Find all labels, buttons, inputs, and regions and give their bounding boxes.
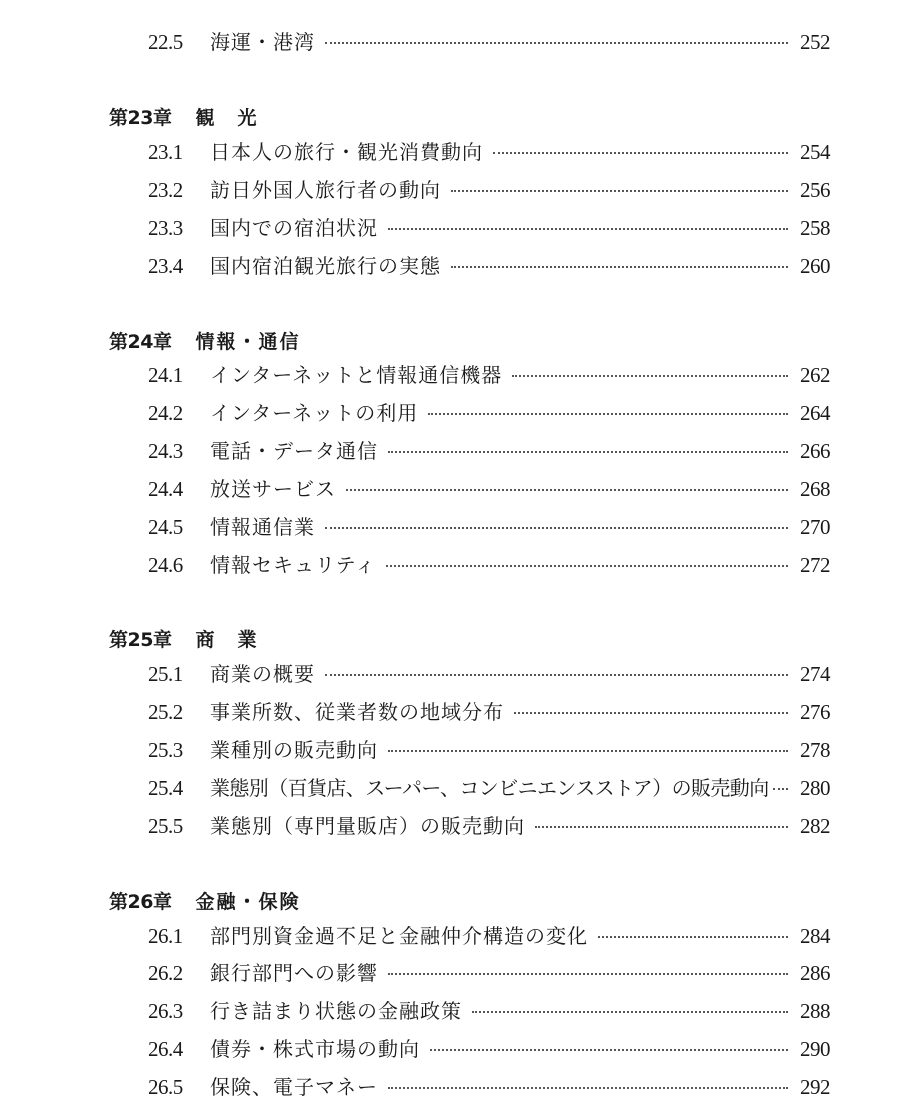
chapter-title: 情報・通信 <box>195 330 301 353</box>
chapter-heading-24[interactable] <box>109 323 300 357</box>
chapter-title: 金融・保険 <box>195 890 301 913</box>
toc-entry-26-5[interactable] <box>148 1070 830 1104</box>
toc-entry-22-5[interactable] <box>148 25 830 59</box>
section-number: 25.2 <box>148 700 183 724</box>
section-number: 25.4 <box>148 776 183 800</box>
page-number: 276 <box>800 700 830 724</box>
toc-entry-23-1[interactable] <box>148 135 830 169</box>
section-number: 25.3 <box>148 738 183 762</box>
dot-leader <box>388 750 788 752</box>
toc-entry-26-2[interactable] <box>148 956 830 990</box>
page-number: 286 <box>800 961 830 985</box>
section-title: 業種別の販売動向 <box>210 738 378 762</box>
page-number: 288 <box>800 999 830 1023</box>
section-number: 26.4 <box>148 1037 183 1061</box>
chapter-label: 第24章 <box>109 330 172 353</box>
dot-leader <box>325 42 788 44</box>
toc-entry-23-4[interactable] <box>148 249 830 283</box>
toc-entry-24-4[interactable] <box>148 472 830 506</box>
dot-leader <box>386 565 788 567</box>
chapter-label: 第26章 <box>109 890 172 913</box>
page-number: 266 <box>800 439 830 463</box>
section-number: 26.5 <box>148 1075 183 1099</box>
section-title: 日本人の旅行・観光消費動向 <box>210 140 483 164</box>
section-title: 部門別資金過不足と金融仲介構造の変化 <box>210 924 588 948</box>
dot-leader <box>493 152 788 154</box>
section-number: 26.3 <box>148 999 183 1023</box>
section-title: 業態別（専門量販店）の販売動向 <box>210 814 525 838</box>
toc-entry-23-3[interactable] <box>148 211 830 245</box>
section-number: 24.3 <box>148 439 183 463</box>
dot-leader <box>388 1087 788 1089</box>
section-number: 22.5 <box>148 30 183 54</box>
page-number: 290 <box>800 1037 830 1061</box>
section-title: 事業所数、従業者数の地域分布 <box>210 700 504 724</box>
chapter-heading-26[interactable] <box>109 883 300 917</box>
chapter-heading-25[interactable] <box>109 621 258 655</box>
toc-entry-26-4[interactable] <box>148 1032 830 1066</box>
dot-leader <box>451 266 788 268</box>
page-number: 278 <box>800 738 830 762</box>
dot-leader <box>512 375 788 377</box>
section-title: 商業の概要 <box>210 662 315 686</box>
section-title: 電話・データ通信 <box>210 439 378 463</box>
page-number: 282 <box>800 814 830 838</box>
section-title: インターネットと情報通信機器 <box>210 363 503 387</box>
toc-entry-25-4[interactable] <box>148 771 830 805</box>
page-number: 254 <box>800 140 830 164</box>
dot-leader <box>514 712 788 714</box>
section-number: 23.2 <box>148 178 183 202</box>
toc-entry-26-3[interactable] <box>148 994 830 1028</box>
toc-entry-24-2[interactable] <box>148 396 830 430</box>
section-title: 情報通信業 <box>210 515 315 539</box>
page-number: 274 <box>800 662 830 686</box>
toc-entry-24-3[interactable] <box>148 434 830 468</box>
dot-leader <box>451 190 788 192</box>
page-number: 284 <box>800 924 830 948</box>
dot-leader <box>388 451 788 453</box>
dot-leader <box>325 527 788 529</box>
section-number: 25.5 <box>148 814 183 838</box>
section-number: 24.2 <box>148 401 183 425</box>
page-number: 252 <box>800 30 830 54</box>
section-title: 銀行部門への影響 <box>210 961 378 985</box>
section-number: 24.1 <box>148 363 183 387</box>
chapter-title: 観 光 <box>195 106 259 129</box>
section-title: 債券・株式市場の動向 <box>210 1037 420 1061</box>
dot-leader <box>428 413 788 415</box>
section-title: 国内宿泊観光旅行の実態 <box>210 254 441 278</box>
toc-entry-26-1[interactable] <box>148 919 830 953</box>
section-number: 26.2 <box>148 961 183 985</box>
dot-leader <box>430 1049 788 1051</box>
page-number: 262 <box>800 363 830 387</box>
dot-leader <box>472 1011 788 1013</box>
section-title: 保険、電子マネー <box>210 1075 378 1099</box>
section-title: 訪日外国人旅行者の動向 <box>210 178 441 202</box>
section-title: 行き詰まり状態の金融政策 <box>210 999 462 1023</box>
dot-leader <box>325 674 788 676</box>
toc-entry-25-1[interactable] <box>148 657 830 691</box>
page-number: 280 <box>800 776 830 800</box>
page-number: 264 <box>800 401 830 425</box>
chapter-label: 第25章 <box>109 628 172 651</box>
page-number: 258 <box>800 216 830 240</box>
toc-entry-23-2[interactable] <box>148 173 830 207</box>
page-number: 260 <box>800 254 830 278</box>
page-number: 268 <box>800 477 830 501</box>
toc-entry-25-3[interactable] <box>148 733 830 767</box>
section-title: 海運・港湾 <box>210 30 315 54</box>
section-number: 23.3 <box>148 216 183 240</box>
section-number: 23.4 <box>148 254 183 278</box>
page-number: 256 <box>800 178 830 202</box>
page-number: 272 <box>800 553 830 577</box>
section-number: 24.5 <box>148 515 183 539</box>
section-title: 業態別（百貨店、スーパー、コンビニエンスストア）の販売動向 <box>210 776 769 800</box>
section-number: 25.1 <box>148 662 183 686</box>
page-number: 292 <box>800 1075 830 1099</box>
dot-leader <box>598 936 788 938</box>
dot-leader <box>773 788 788 790</box>
section-number: 23.1 <box>148 140 183 164</box>
section-number: 24.4 <box>148 477 183 501</box>
section-number: 24.6 <box>148 553 183 577</box>
chapter-heading-23[interactable] <box>109 99 258 133</box>
dot-leader <box>535 826 788 828</box>
dot-leader <box>388 228 788 230</box>
toc-entry-25-2[interactable] <box>148 695 830 729</box>
toc-entry-25-5[interactable] <box>148 809 830 843</box>
section-number: 26.1 <box>148 924 183 948</box>
page-number: 270 <box>800 515 830 539</box>
toc-entry-24-5[interactable] <box>148 510 830 544</box>
section-title: インターネットの利用 <box>210 401 419 425</box>
toc-entry-24-1[interactable] <box>148 358 830 392</box>
chapter-label: 第23章 <box>109 106 172 129</box>
section-title: 情報セキュリティ <box>210 553 376 577</box>
dot-leader <box>388 973 788 975</box>
toc-entry-24-6[interactable] <box>148 548 830 582</box>
section-title: 国内での宿泊状況 <box>210 216 378 240</box>
dot-leader <box>346 489 788 491</box>
section-title: 放送サービス <box>210 477 336 501</box>
chapter-title: 商 業 <box>195 628 259 651</box>
